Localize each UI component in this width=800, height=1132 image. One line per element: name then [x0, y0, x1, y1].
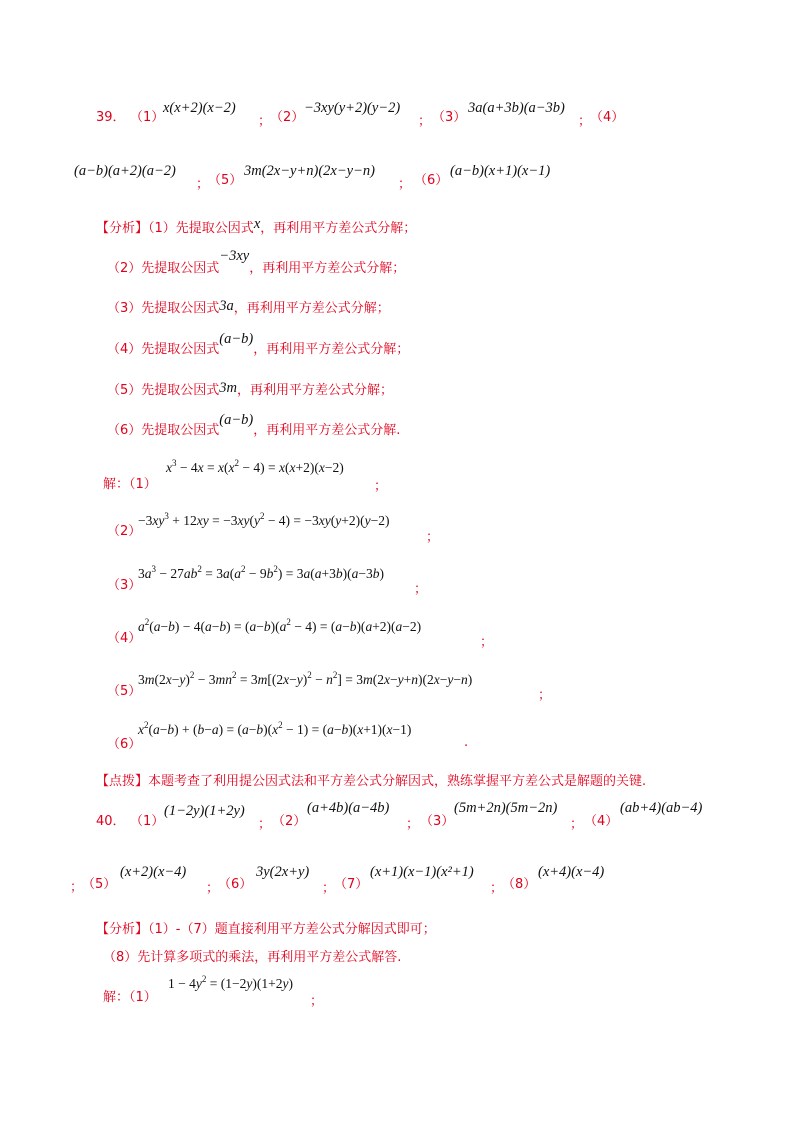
- q40-solution-1-sep: ；: [310, 994, 324, 1009]
- q39-solution-2-sep: ；: [426, 530, 440, 545]
- q39-number: 39．: [96, 110, 126, 125]
- q39-answer-5-math: 3m(2x−y+n)(2x−y−n): [244, 163, 375, 179]
- q40-answer-4-math: (ab+4)(ab−4): [620, 800, 703, 816]
- q39-solution-2-math: $-3xy^3 + 12xy = -3xy(y^2 - 4) = -3xy(y+2)(y-2)$: [138, 511, 390, 528]
- q40-label-5: （5）: [82, 877, 117, 892]
- q40-sep-2: ；: [406, 817, 420, 832]
- q39-solution-1-label: 解：（1）: [103, 477, 157, 492]
- q40-answer-3-math: (5m+2n)(5m−2n): [454, 800, 558, 816]
- q39-solution-5-sep: ；: [538, 688, 552, 703]
- q39-solution-1-math: $x^3 - 4x = x(x^2 - 4) = x(x+2)(x-2)$: [166, 458, 344, 475]
- q39-label-2: （2）: [270, 110, 305, 125]
- q39-analysis-2: （2）先提取公因式−3xy，再利用平方差公式分解；: [107, 248, 406, 276]
- q40-sep-4: ；: [70, 880, 84, 895]
- q40-analysis-1: 【分析】（1）-（7）题直接利用平方差公式分解因式即可；: [96, 922, 436, 937]
- q40-sep-5: ；: [206, 881, 220, 896]
- q40-label-7: （7）: [334, 877, 369, 892]
- q39-answer-1: （1）: [130, 110, 165, 125]
- q40-sep-1: ；: [258, 817, 272, 832]
- q39-sep-1: ；: [258, 114, 272, 129]
- q40-sep-6: ；: [322, 881, 336, 896]
- q40-answer-2-math: (a+4b)(a−4b): [307, 800, 390, 816]
- q39-analysis-6: （6）先提取公因式(a−b)，再利用平方差公式分解.: [107, 412, 401, 438]
- q39-answer-1-math: x(x+2)(x−2): [163, 100, 236, 116]
- q39-solution-6-math: $x^2(a-b) + (b-a) = (a-b)(x^2 - 1) = (a-b)(x+1)(x-1)$: [138, 720, 412, 737]
- q40-label-1: （1）: [130, 814, 165, 829]
- q39-answer-3-math: 3a(a+3b)(a−3b): [468, 100, 565, 116]
- q39-solution-1-sep: ；: [374, 479, 388, 494]
- q39-analysis-4: （4）先提取公因式(a−b)，再利用平方差公式分解；: [107, 331, 410, 357]
- q40-label-2: （2）: [272, 814, 307, 829]
- q40-answer-8-math: (x+4)(x−4): [538, 864, 605, 880]
- q39-label-3: （3）: [432, 110, 467, 125]
- q39-label-6: （6）: [414, 173, 449, 188]
- q39-sep-3: ；: [578, 114, 592, 129]
- q39-answer-4-math: (a−b)(a+2)(a−2): [74, 163, 176, 179]
- q40-answer-6-math: 3y(2x+y): [256, 864, 310, 880]
- q39-solution-5-math: $3m(2x-y)^2 - 3mn^2 = 3m[(2x-y)^2 - n^2] = 3m(2x-y+n)(2x-y-n)$: [138, 670, 473, 687]
- q40-answer-7-math: (x+1)(x−1)(x²+1): [370, 864, 474, 880]
- q39-solution-6-sep: .: [464, 735, 469, 750]
- q39-analysis-1: 【分析】（1）先提取公因式x，再利用平方差公式分解；: [96, 216, 417, 236]
- q40-label-8: （8）: [502, 877, 537, 892]
- q39-solution-2-label: （2）: [107, 524, 142, 539]
- q40-analysis-2: （8）先计算多项式的乘法，再利用平方差公式解答.: [103, 950, 402, 965]
- q40-solution-1-math: $1 - 4y^2 = (1-2y)(1+2y)$: [168, 974, 293, 991]
- q39-answer-2-math: −3xy(y+2)(y−2): [304, 100, 401, 116]
- q40-sep-3: ；: [570, 817, 584, 832]
- q39-solution-4-sep: ；: [480, 635, 494, 650]
- q40-label-6: （6）: [218, 877, 253, 892]
- q40-sep-7: ；: [490, 881, 504, 896]
- q39-analysis-3: （3）先提取公因式3a，再利用平方差公式分解；: [107, 298, 390, 316]
- q39-sep-2: ；: [418, 114, 432, 129]
- q40-number: 40．: [96, 814, 126, 829]
- q39-solution-3-sep: ；: [414, 582, 428, 597]
- q39-comment: 【点拨】本题考查了利用提公因式法和平方差公式分解因式，熟练掌握平方差公式是解题的关键.: [96, 774, 647, 789]
- q39-sep-5: ；: [398, 177, 412, 192]
- q39-solution-4-label: （4）: [107, 631, 142, 646]
- q40-label-4: （4）: [584, 814, 619, 829]
- q39-sep-4: ；: [196, 177, 210, 192]
- q39-answer-6-math: (a−b)(x+1)(x−1): [450, 163, 551, 179]
- q39-label-4: （4）: [590, 110, 625, 125]
- q40-solution-1-label: 解：（1）: [103, 990, 157, 1005]
- q39-label-5: （5）: [208, 173, 243, 188]
- q39-analysis-5: （5）先提取公因式3m，再利用平方差公式分解；: [107, 380, 394, 398]
- q40-answer-1-math: (1−2y)(1+2y): [164, 803, 245, 819]
- q39-solution-3-math: $3a^3 - 27ab^2 = 3a(a^2 - 9b^2) = 3a(a+3b)(a-3b)$: [138, 564, 384, 581]
- q40-label-3: （3）: [420, 814, 455, 829]
- q39-solution-3-label: （3）: [107, 578, 142, 593]
- q39-solution-5-label: （5）: [107, 684, 142, 699]
- q40-answer-5-math: (x+2)(x−4): [120, 864, 187, 880]
- q39-solution-4-math: $a^2(a-b) - 4(a-b) = (a-b)(a^2 - 4) = (a-b)(a+2)(a-2)$: [138, 617, 422, 634]
- q39-solution-6-label: （6）: [107, 737, 142, 752]
